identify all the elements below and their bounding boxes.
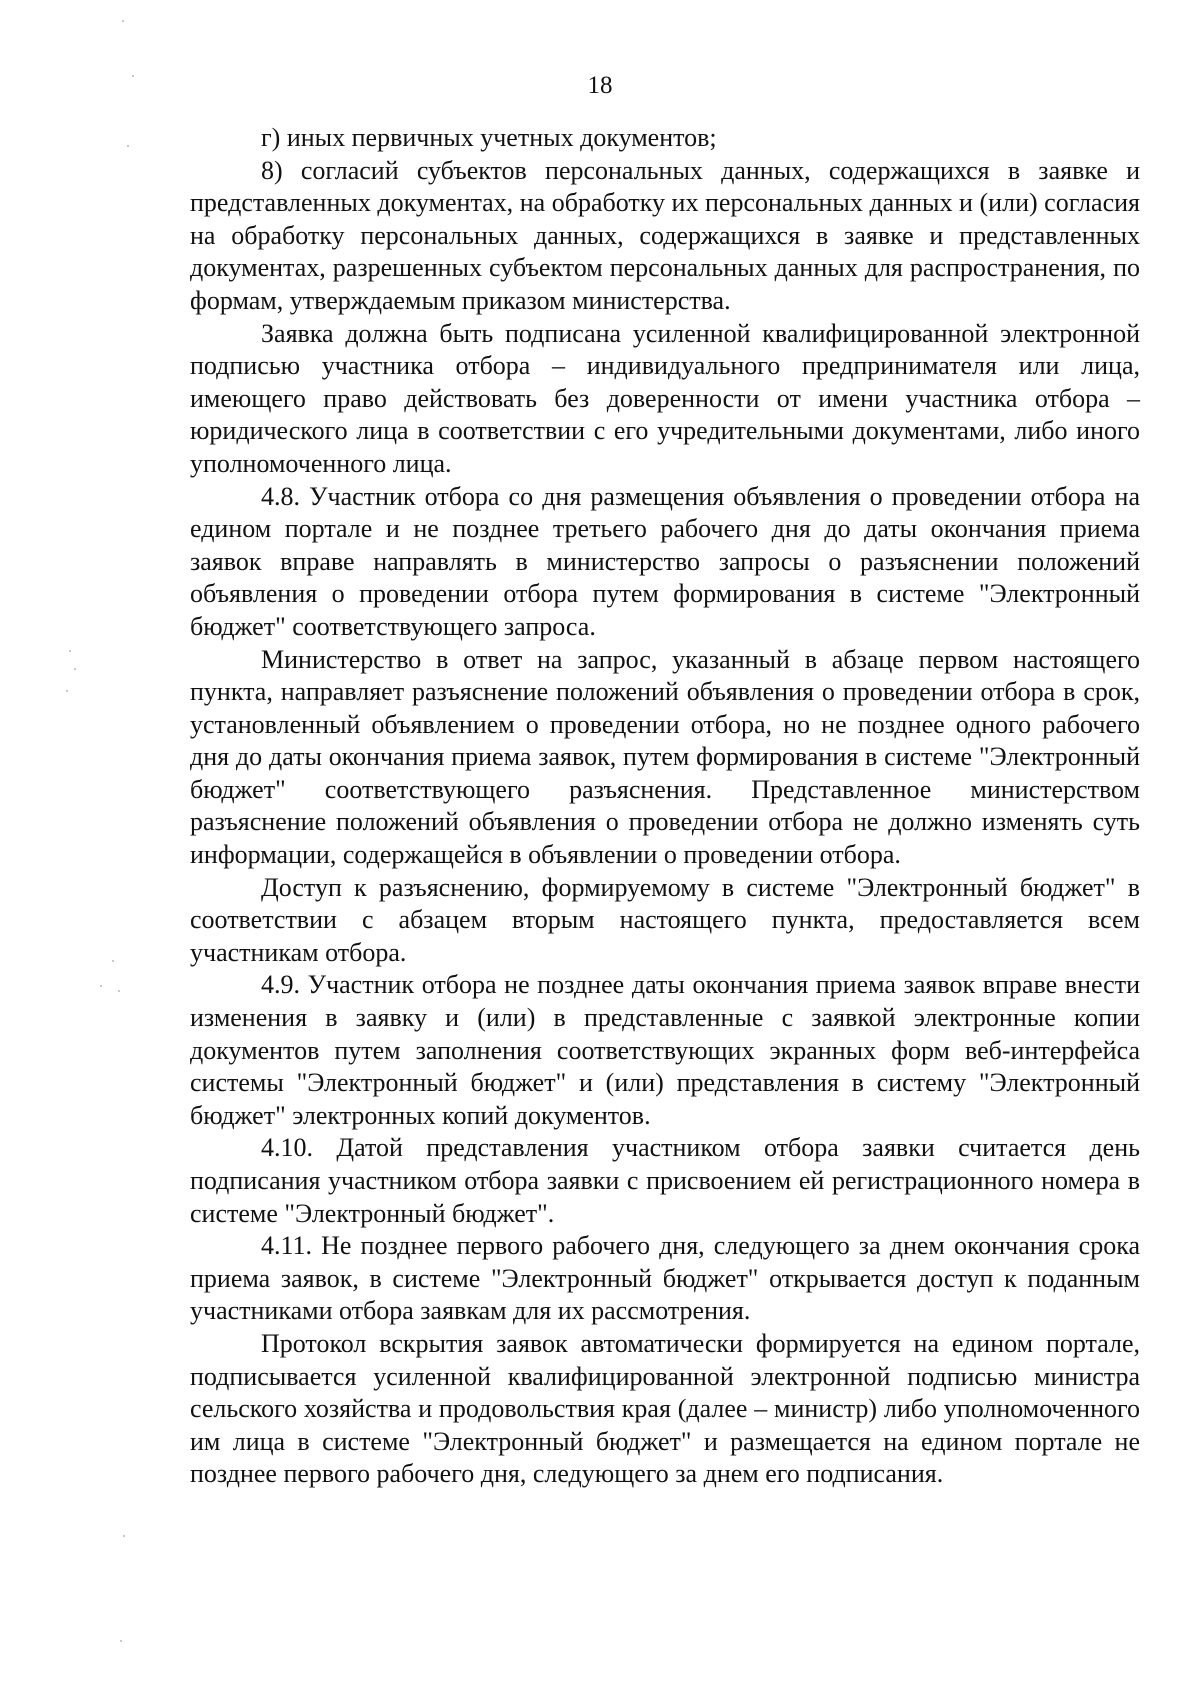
scan-speck [112,960,114,962]
paragraph-4-9: 4.9. Участник отбора не позднее даты окончания приема заявок вправе внести изменения в заявку и (или) в представленные с заявкой электронные копии документов путем заполнения соответствующих экранных форм веб-интерфейса системы "Электронный бюджет" и (или) представления в систему "Электронный бюджет" электронных копий документов. [190,970,1140,1130]
paragraph-item-8: 8) согласий субъектов персональных данных, содержащихся в заявке и представленных документах, на обработку их персональных данных и (или) согласия на обработку персональных данных, содержащихся в заявке и представленных документах, разрешенных субъектом персональных данных для распространения, по формам, утверждаемым приказом министерства. [190,155,1140,315]
scan-edge-specks [60,0,160,1701]
paragraph-4-11: 4.11. Не позднее первого рабочего дня, следующего за днем окончания срока приема заявок, в системе "Электронный бюджет" открывается доступ к поданным участниками отбора заявкам для их рассмотрения. [190,1231,1140,1326]
scan-speck [122,20,124,22]
scan-speck [74,668,76,670]
paragraph-access-clarification: Доступ к разъяснению, формируемому в системе "Электронный бюджет" в соответствии с абзацем вторым настоящего пункта, предоставляется всем участникам отбора. [190,872,1140,967]
scan-speck [127,145,129,147]
paragraph-ministry-response: Министерство в ответ на запрос, указанный в абзаце первом настоящего пункта, направляет разъяснение положений объявления о проведении отбора в срок, установленный объявлением о проведении отбора, но не позднее одного рабочего дня до даты окончания приема заявок, путем формирования в системе "Электронный бюджет" соответствующего разъяснения. Представленное министерством разъяснение положений объявления о проведении отбора не должно изменять суть информации, содержащейся в объявлении о проведении отбора. [190,644,1140,870]
scan-speck [120,1640,122,1642]
scan-speck [100,985,102,987]
paragraph-opening-protocol: Протокол вскрытия заявок автоматически формируется на едином портале, подписывается усиленной квалифицированной электронной подписью министра сельского хозяйства и продовольствия края (далее – министр) либо уполномоченного им лица в системе "Электронный бюджет" и размещается на едином портале не позднее первого рабочего дня, следующего за днем его подписания. [190,1328,1140,1489]
scan-speck [123,1535,125,1537]
paragraph-4-10: 4.10. Датой представления участником отбора заявки считается день подписания участником отбора заявки с присвоением ей регистрационного номера в системе "Электронный бюджет". [190,1133,1140,1228]
paragraph-4-8: 4.8. Участник отбора со дня размещения объявления о проведении отбора на едином портале и не позднее третьего рабочего дня до даты окончания приема заявок вправе направлять в министерство запросы о разъяснении положений объявления о проведении отбора путем формирования в системе "Электронный бюджет" соответствующего запроса. [190,481,1140,641]
document-body [190,122,1140,1491]
scan-speck [118,990,120,992]
paragraph-item-g: г) иных первичных учетных документов; [261,123,717,152]
scan-speck [69,650,71,652]
page-number: 18 [587,72,613,99]
paragraph-signature-requirement: Заявка должна быть подписана усиленной квалифицированной электронной подписью участника отбора – индивидуального предпринимателя или лица, имеющего право действовать без доверенности от имени участника отбора – юридического лица в соответствии с его учредительными документами, либо иного уполномоченного лица. [190,318,1140,478]
scan-speck [66,690,68,692]
